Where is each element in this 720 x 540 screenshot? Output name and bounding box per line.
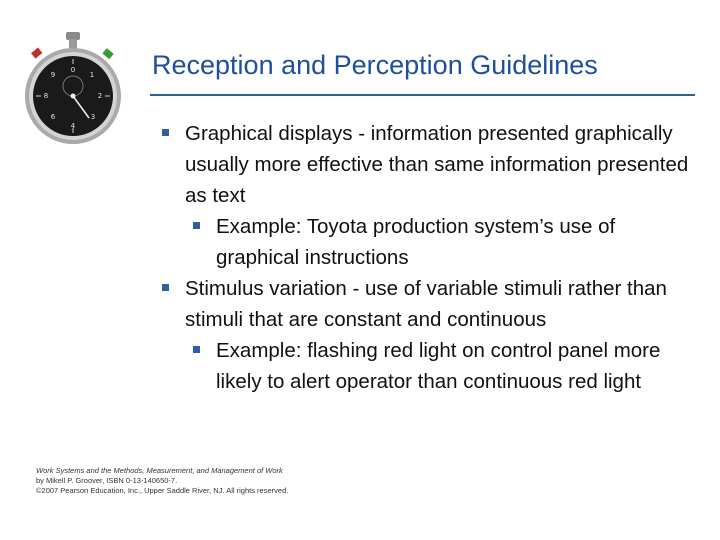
copyright-footer bbox=[36, 466, 288, 496]
svg-text:4: 4 bbox=[70, 122, 76, 130]
svg-text:6: 6 bbox=[50, 113, 56, 121]
svg-text:3: 3 bbox=[90, 113, 96, 121]
svg-text:0: 0 bbox=[70, 66, 76, 74]
bullet-list bbox=[160, 118, 700, 397]
square-bullet-icon bbox=[162, 129, 169, 136]
footer-author: by Mikell P. Groover, ISBN 0-13-140650-7. bbox=[36, 476, 178, 485]
list-item bbox=[160, 273, 700, 335]
stopwatch-icon bbox=[18, 30, 128, 150]
sub-bullet-text: Example: Toyota production system’s use of graphical instructions bbox=[216, 215, 616, 269]
footer-copyright: ©2007 Pearson Education, Inc., Upper Saddle River, NJ. All rights reserved. bbox=[36, 486, 289, 495]
footer-book-title: Work Systems and the Methods, Measurement, and Management of Work bbox=[36, 466, 283, 475]
square-bullet-icon bbox=[162, 284, 169, 291]
list-item bbox=[185, 211, 700, 273]
page-title: Reception and Perception Guidelines bbox=[152, 50, 598, 80]
square-bullet-icon bbox=[193, 222, 200, 229]
svg-text:2: 2 bbox=[97, 92, 103, 100]
list-item bbox=[160, 118, 700, 211]
square-bullet-icon bbox=[193, 346, 200, 353]
bullet-text: Graphical displays - information presented graphically usually more effective than same information presented as text bbox=[185, 122, 689, 207]
bullet-text: Stimulus variation - use of variable stimuli rather than stimuli that are constant and continuous bbox=[185, 277, 667, 331]
svg-text:1: 1 bbox=[89, 71, 95, 79]
list-item bbox=[185, 335, 700, 397]
svg-text:8: 8 bbox=[43, 92, 49, 100]
svg-text:9: 9 bbox=[50, 71, 56, 79]
title-divider bbox=[150, 94, 695, 96]
sub-bullet-text: Example: flashing red light on control panel more likely to alert operator than continuous red light bbox=[216, 339, 661, 393]
